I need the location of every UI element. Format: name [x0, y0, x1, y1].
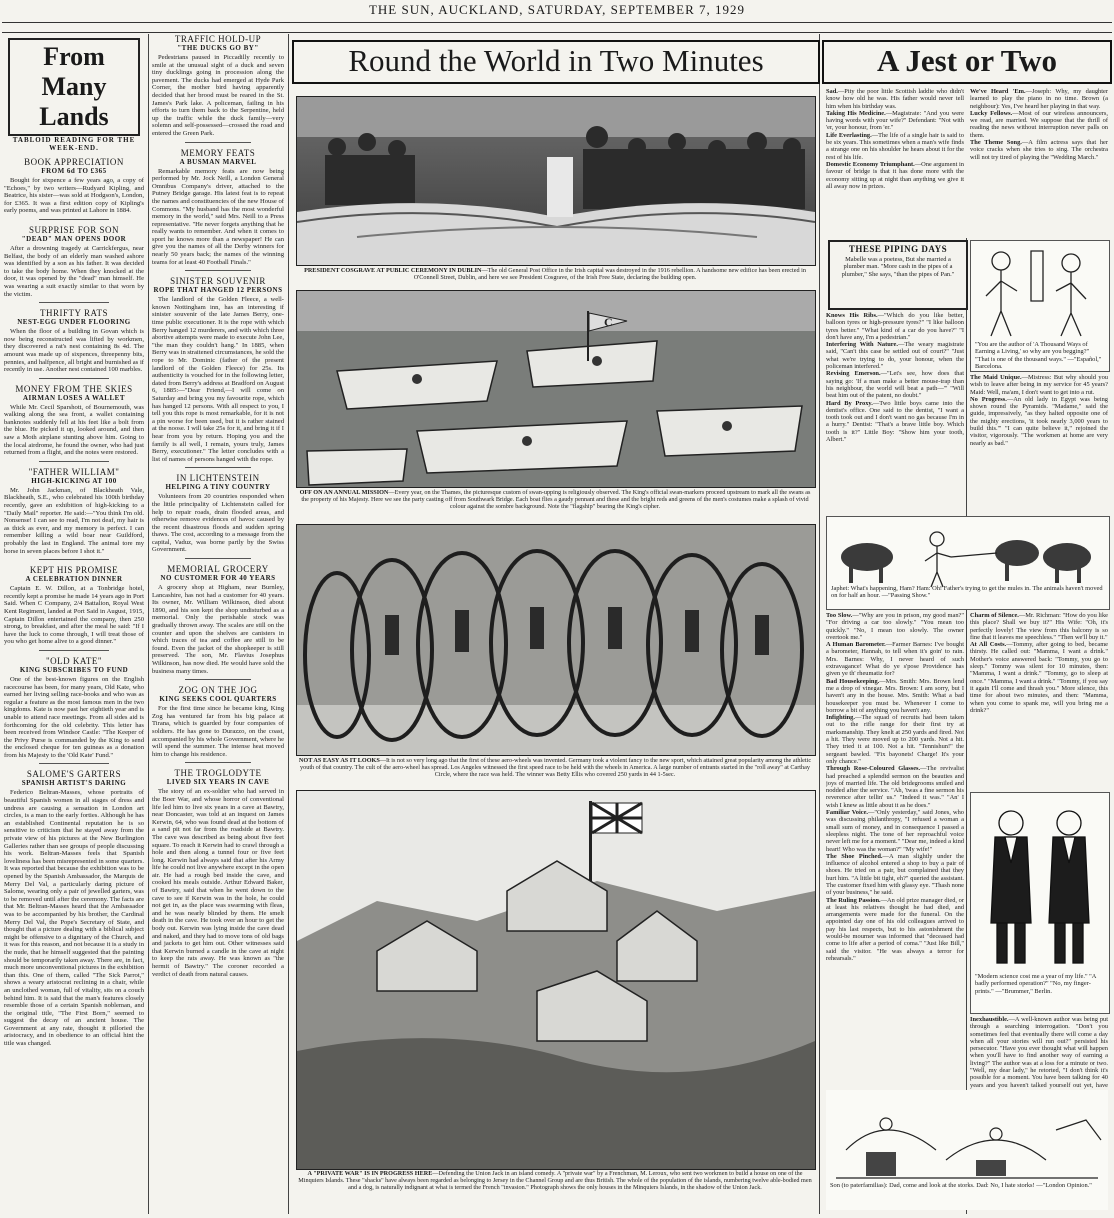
divider [39, 559, 109, 560]
article-body: While Mr. Cecil Sparshott, of Bournemouth, was walking along the sea front, a wallet containing banknotes suddenly fell at his feet like a bolt from the blue. He picked it up, looked around, and then saw a Moth airplane stunting above him. Going to the local airdrome, he found the owner, who had just returned from a flight, and the notes were restored. [4, 403, 144, 457]
svg-text:C: C [604, 315, 613, 329]
article-body: Federico Beltran-Masses, whose portraits of beautiful Spanish women in all stages of dress and undress are causing a sensation in London art circles, is a man to the early forties. Although he has an established Continental reputation he is so sensitive to criticism that he stayed away from the private view of his pictures at the New Burlington Galleries rather than see groups of people discussing his work. Beltran-Masses feels that Spanish loveliness has been misrepresented in some quarters. It was reported that because the exhibition was to be opened by the Spanish Ambassador, the Marquis de Merry Del Val, a particularly daring picture of Salome, wearing only a pair of jewelled garters, was to be removed until after the ceremony. The facts are that Mr. Beltran-Masses heard that the Ambassador was to be accompanied by his brother, the Cardinal Merry Del Val, the Pope's Secretary of State, and thought that a picture dealing with a biblical subject might be offensive to a dignitary of the Church, and it was for this reason, and not because it is a study in the nude, that he himself suggested that the painting should be temporarily taken away. There are, in fact, much more unconventional pictures in the exhibition than this. One of them, called "The Sick Parrot," shows a weary aristocrat reclining in a chair, while an unclothed woman, full of vitality, sits on a couch behind him. It is said that the man's features closely resemble those of a certain Spanish nobleman, and the original title, "The First Born," seemed to suggest the decay of an ancient house. The Government at any rate, thought it pilloried the aristocracy, and in obedience to an official hint the title was changed. [4, 789, 144, 1048]
article-subheading: A BUSMAN MARVEL [179, 157, 257, 166]
joke-item: Inexhaustible.—A well-known author was being put through a searching interrogation. "Don't you sometimes feel that eventually there will come a day when all your stories will run out?" persisted his persecutor. "Have you ever thought what will happen when you'll have to find another way of earning a living?" The author was at a loss for a minute or two. "Well, my dear lady," he retorted, "I don't think it's possible for a moment. You have been talking for 40 years and you haven't talked yourself out yet, have [970, 1016, 1108, 1089]
column-divider [966, 238, 967, 1214]
cartoon-caption: Son (to paterfamilias): Dad, come and look at the storks. Dad: No, I hate storks! —"London Opinion." [830, 1182, 1092, 1189]
joke-item: A Human Barometer.—Farmer Barnes: I've bought a barometer, Hannah, to tell when it's goin' to rain. Mrs. Barnes: Why, I never heard of such extravagance! What do ye s'pose Providence has given ye th' rheumatiz for? [826, 641, 964, 678]
article-subheading: "THE DUCKS GO BY" [177, 44, 259, 52]
cartoon-caption: Japhet: What's happening, Ham? Ham: Oh! Father's trying to get the mules in. The animals haven't moved on for half an hour. —"Passing Show." [831, 585, 1103, 600]
article-subheading: NEST-EGG UNDER FLOORING [17, 318, 131, 327]
column-divider [148, 34, 149, 1214]
joke-item: Familiar Voice.—"Only yesterday," said Jones, who was discussing philanthropy, "I refused a woman a small sum of money, and in consequence I passed a sleepless night. The tone of her reproachful voice never left me for a moment." "Dear me, indeed a kind heart! Who was the woman?" "My wife!" [826, 809, 964, 853]
section-subtitle: TABLOID READING FOR THE WEEK-END. [12, 136, 136, 152]
divider [185, 558, 251, 559]
joke-item: At All Costs.—Tommy, after going to bed, became thirsty. He called out: "Mamma, I want a drink." Mother's voice answered back: "Tommy, you go to sleep." Tommy was silent for 10 minutes, then: "Mamma, I want a drink." "Tommy, go to sleep at once." "Mamma, I want a drink." "Tommy, if you say it again I'll come and thrash you." More silence, this time for about two minutes, and then: "Mamma, when you come to spank me, will you bring me a drink?" [970, 641, 1108, 714]
joke-item: Too Slow.—"Why are you in prison, my good man?" "For driving a car too slowly." "You mean too quickly." "No, I mean too slowly. The owner overtook me." [826, 612, 964, 641]
column-divider [819, 34, 820, 1214]
divider [185, 270, 251, 271]
divider [39, 461, 109, 462]
photo-caption [296, 489, 814, 510]
article-body: Captain E. W. Dillon, at a Tonbridge hotel, recently kept a promise he made 14 years ago in Port Said. When C Company, 2/4 Battalion, Royal West Kent Regiment, landed at Port Said in August, 1915, Captain Dillon entertained the company, then 250 strong, to breakfast, and after the meal he said: "If I have the luck to come through, I will treat those of you who get home alive to a good dinner." [4, 585, 144, 646]
article-heading: KEPT HIS PROMISE [29, 565, 119, 576]
column-divider [288, 34, 289, 1214]
article-heading: TRAFFIC HOLD-UP [174, 34, 262, 44]
article-body: Pedestrians paused in Piccadilly recently to smile at the unusual sight of a duck and seven tiny ducklings going in procession along the pavement. The ducks had emerged at Hyde Park Corner, the mother bird having apparently decided that her brood must be reared in the St. James's Park lake. A policeman, failing in his efforts to turn them back to the Serpentine, held up the traffic while the duck family—very solemn and self-possessed—crossed the road and entered the Green Park. [152, 54, 284, 137]
jokes-block [970, 612, 1108, 788]
article-body: One of the best-known figures on the English racecourse has been, for many years, Old Kate, who earned her living selling race-books and who was as regular a feature as the most famous men in the two kingdoms. Kate is now past her eightieth year and is unable to attend race meetings. From all sides aid is forthcoming for the old celebrity. This letter has been received from Windsor Castle: "The Keeper of the Privy Purse is commanded by the King to send the enclosed cheque for ten guineas as a donation from his Majesty to the 'Old Kate' Fund." [4, 675, 144, 759]
photo-swan-upping [296, 290, 816, 488]
jokes-block [970, 88, 1108, 236]
article-heading: MONEY FROM THE SKIES [15, 383, 133, 394]
joke-item: Hard By Proxy.—Two little boys came into the dentist's office. One said to the dentist, "I want a tooth took out and I don't want no gas because I'm in a hurry." Dentist: "That's a brave little boy. Which tooth is it?" Little Boy: "Show him your tooth, Albert." [826, 399, 964, 444]
caption-heading: OFF ON AN ANNUAL MISSION [299, 489, 389, 496]
divider [39, 378, 109, 379]
jokes-block [970, 374, 1108, 482]
article-subheading: HELPING A TINY COUNTRY [165, 483, 271, 492]
article-body: Mr. John Jackman, of Blackheath Vale, Blackheath, S.E., who celebrated his 100th birthday recently, gave an exhibition of high-kicking to a "Daily Mail" reporter. He said:—"You think I'm old. Nonsense! I can see to read, I'm not deaf, my hair is as thick as ever, and my memory is perfect. I can remember killing a wild boar near Guildford, probably the last in England. The animal tore my horse in seven places before I shot it." [4, 486, 144, 555]
joke-item: Bad Housekeeping.—Mrs. Smith: Mrs. Brown lend me a drop of vinegar. Mrs. Brown: I am sorry, but I haven't any in the house. Mrs. Smith: What a bad housekeeper you must be. Whenever I come to borrow a bit of anything you haven't any. [826, 677, 964, 714]
article-heading: SALOME'S GARTERS [26, 769, 122, 780]
joke-item: Domestic Economy Triumphant.—One argument in favour of bridge is that it has done more with the economy sitting up at night than anything we give it all away now in prizes. [826, 160, 964, 190]
caption-heading: A "PRIVATE WAR" IS IN PROGRESS HERE [307, 1170, 433, 1177]
photo-caption [296, 267, 814, 281]
divider [185, 762, 251, 763]
center-title: Round the World in Two Minutes [292, 40, 820, 84]
divider [39, 219, 109, 220]
joke-item: The Ruling Passion.—An old prize manager died, or at least his relatives thought he had died, and arrangements were made for the funeral. On the appointed day one of his old colleagues arrived to pay his last respects, but to his astonishment the would-be mourner was informed that "deceased had come to life after a period of coma." "Just like Bill," said the visitor. "He was always a terror for rehearsals." [826, 896, 964, 962]
joke-item: The Shoe Pinched.—A man slightly under the influence of alcohol entered a shop to buy a pair of shoes. He tried on a pair, but complained that they hurt him. "A little bit tight, eh?" queried the assistant. The customer fixed him with glassy eye. "Thash none of your business," he said. [826, 852, 964, 897]
jokes-block [826, 88, 964, 236]
caption-text: —It is not so very long ago that the first of these aero-wheels was invented. Germany took a violent fancy to the new sport, which attained great popularity among the athletic youth of that country. The cult of the aero-wheel has spread. Los Angeles witnessed the first speed race to be held with the wheels in America. A large number of entrants started in the "roll away" at Carthay Circle, where the race was held. The winner was Betty Ellis who covered 250 yards in 44 1-5sec. [300, 757, 812, 778]
joke-item: No Progress.—An old lady in Egypt was being shown round the Pyramids. "Madame," said the guide, impressively, "as they halted opposite one of the mighty erections, 'it took nearly 3,000 years to build this.'" "I can quite believe it," rejoined the visitor, vigorously. "The workmen at home are very nearly as bad." [970, 395, 1108, 447]
article-body: The story of an ex-soldier who had served in the Boer War, and whose horror of conventional life led him to live six years in a cave at Bawtry, near Doncaster, was told at an inquest on James Kerwin, 64, who was found dead at the bottom of a sand pit not far from the roadside at Bawtry. The cave was described as being about five feet square. To reach it Kerwin had to crawl through a hole and then along a tunnel four or five feet long. Kerwin had always said that after his Army life he could not live anywhere except in the open air. He had a rough bed inside the cave, and cooked his meals outside. Arthur Edward Baker, of Bawtry, said that when he went down to the cave to see if Kerwin was in the hole, he could not get in, as the place was swarming with fleas, and he was nearly blinded by them. He smelt death in the cave. He took over an hour to get the body out. Kerwin was lying inside the cave dead and naked, and they had to move tons of old bags and jackets to get him out. Other witnesses said that Kerwin burned a candle in the cave at night to keep the rats away. He was known as "the hermit of Bawtry." The coroner recorded a verdict of death from natural causes. [152, 788, 284, 978]
section-title: From Many Lands [8, 38, 140, 136]
photo-aero-wheels [296, 524, 816, 756]
divider [39, 650, 109, 651]
fingerprints-cartoon [970, 792, 1110, 1014]
divider [185, 679, 251, 680]
masthead: THE SUN, AUCKLAND, SATURDAY, SEPTEMBER 7, 1929 [368, 2, 746, 17]
article-heading: SURPRISE FOR SON [28, 224, 120, 235]
article-body: When the floor of a building in Govan which is now being reconstructed was lifted by workmen, they discovered a rat's nest containing 8s 4d. The amount was made up of sixpences, threepenny bits, pennies, and halfpence, all bright and burnished as if recently in use. Another nest contained 100 marbles. [4, 328, 144, 374]
caption-heading: PRESIDENT COSGRAVE AT PUBLIC CEREMONY IN DUBLIN [304, 267, 482, 274]
joke-item: Knows His Ribs.—"Which do you like better, balloon tyres or high-pressure tyres?" "I like balloon tyres better." "What kind of a car do you have?" "I don't have any, I'm a pedestrian." [826, 312, 964, 341]
article-subheading: KING SUBSCRIBES TO FUND [19, 665, 129, 674]
article-body: A grocery shop at Higham, near Burnley, Lancashire, has not had a customer for 40 years. Its owner, Mr. William Wilkinson, died about 1890, and his son kept the shop undisturbed as a memorial. Only the perishable stock was gradually thrown away. The scales are still on the counter and upon the shelves are canisters in which traces of tea and coffee are still to be found. Even the jacket of the shopkeeper is still preserved. The son, Mr. Flavius Josephus Wilkinson, has now died. He would have sold the business many times. [152, 584, 284, 675]
caption-text: —Every year, on the Thames, the picturesque custom of swan-upping is religiously observed. The King's official swan-markers proceed upstream to mark all the swans as the property of his Majesty. Here we see the party casting off from Southwark Bridge. Each boat flies a gaudy pennant and these and the bright reds and greens of the men's costumes make a splash of vivid colour against the sombre background. Note the "flagship" bearing the King's cipher. [301, 489, 811, 510]
photo-caption [296, 757, 814, 778]
article-heading: MEMORIAL GROCERY [167, 564, 269, 575]
jest-title: A Jest or Two [822, 40, 1112, 84]
article-subheading: A CELEBRATION DINNER [25, 575, 123, 584]
article-subheading: KING SEEKS COOL QUARTERS [159, 695, 277, 704]
article-subheading: NO CUSTOMER FOR 40 YEARS [160, 574, 276, 583]
article-subheading: HIGH-KICKING AT 100 [31, 476, 117, 485]
article-subheading: ROPE THAT HANGED 12 PERSONS [153, 286, 283, 295]
joke-item: Through Rose-Coloured Glasses.—The revivalist had preached a splendid sermon on the beauties and joys of married life. The old bridegrooms smiled and nodded after the service. "Ah, 'twas a fine sermon his reverence after tellin' us." "Indeed it was." "An' I wish I knew as little about it as he does." [826, 765, 964, 809]
joke-item: Infighting.—The squad of recruits had been taken out to the rifle range for their first try at marksmanship. They knelt at 250 yards and fired. Not a hit. They were moved up to 200 yards. Not a hit. They tried it at 100. Not a hit. "Tennishun!" the sergeant bawled. "Fix bayonets! Charge! It's your only chance." [826, 714, 964, 765]
from-many-lands-column [4, 34, 144, 1214]
article-heading: THRIFTY RATS [40, 308, 108, 319]
photo-dublin-ceremony [296, 96, 816, 266]
joke-item: Life Everlasting.—The life of a single hair is said to be six years. This sometimes when a man's wife finds a strange one on his shoulder he hears about it for the rest of his life. [826, 131, 964, 161]
photo-caption [296, 1170, 814, 1191]
article-subheading: FROM 6d TO £365 [41, 167, 107, 175]
article-heading: MEMORY FEATS [180, 147, 256, 158]
caption-text: —The old General Post Office in the Irish capital was destroyed in the 1916 rebellion. A handsome new edifice has been erected in O'Connell Street, Dublin, and here we see President Cosgrave, of the Irish Free State, declaring the building open. [413, 267, 806, 281]
joke-item: The Maid Unique.—Mistress: But why should you wish to leave after being in my service for 45 years? Maid: Well, ma'am, I don't want to get into a rut. [970, 374, 1108, 396]
article-heading: SINISTER SOUVENIR [170, 276, 266, 287]
article-heading: "OLD KATE" [45, 655, 103, 666]
joke-item: Interfering With Nature.—The weary magistrate said, "Can't this case be settled out of court?" "Just what we're trying to do, your honour, when the policeman interfered." [826, 341, 964, 371]
article-heading: BOOK APPRECIATION [24, 157, 124, 167]
article-body: For the first time since he became king, King Zog has ventured far from his big palace at Tirana, which is guarded by four companies of soldiers. He has gone to Durazzo, on the coast, accompanied by his whole Government, where he will spend the summer. The intense heat moved him to change his residence. [152, 705, 284, 758]
article-heading: IN LICHTENSTEIN [176, 473, 260, 484]
joke-item: Lucky Fellows.—Most of our wireless announcers, we read, are married. We suppose that the thrill of reading the news without interruption never palls on them. [970, 109, 1108, 139]
photo-minquiers-islands [296, 790, 816, 1170]
article-body: Bought for sixpence a few years ago, a copy of "Echoes," by two writers—Rudyard Kipling, and Beatrice, his sister—was sold at Hodgson's, London, for £365. It was a first edition copy of Kipling's early poems, and was printed at Lahore in 1884. [4, 177, 144, 215]
divider [39, 763, 109, 764]
masthead-rule [2, 22, 1112, 23]
top-rule [2, 32, 1112, 33]
joke-item: Revising Emerson.—"Let's see, how does that saying go: 'If a man make a better mouse-trap than his neighbour, the world will beat a path—'" "Will beat him out of the patent, no doubt." [826, 370, 964, 400]
article-body: The landlord of the Golden Fleece, a well-known Nottingham inn, has an interesting if sinister souvenir of the late James Berry, one-time public executioner. It is the rope with which Berry hanged 12 murderers, and with which three abortive attempts were made to execute John Lee, "the man they couldn't hang." In 1885, when Berry was in straitened circumstances, he sold the rope to Mr. Dominic (father of the present landlord of the Golden Fleece) for 25s. Its authenticity is vouched for in the following letter, dated from Berry's address at Bradford on August 6, 1885:—"Dear Friend,—I will come on Saturday and bring you my favourite rope, which has hanged 12 persons. With all respect to you, I tell you this rope is most remarkable, for it is not a pin worse for been used, but it is rather stained at the noose. I will take 25s for it, and bring it if I hear from you by return. Hoping you and the family is all well, I remain, yours truly, James Berry, executioner." The letter concludes with a list of names of persons hanged with the rope. [152, 296, 284, 463]
article-heading: ZOG ON THE JOG [178, 685, 258, 696]
joke-item: Sad.—Pity the poor little Scottish laddie who didn't know how old he was. His father would never tell him when his birthday was. [826, 88, 964, 110]
jokes-block [826, 312, 964, 512]
joke-item: The Theme Song.—A film actress says that her voice cracks when she tries to sing. The orchestra will not try tired of playing the "Wedding March." [970, 139, 1108, 161]
article-subheading: SPANISH ARTIST'S DARING [21, 779, 127, 788]
article-body: Volunteers from 20 countries responded when the little principality of Lichtenstein called for help to repair roads, drain flooded areas, and otherwise remove evidences of havoc caused by the recent disastrous floods and sudden spring thaws. The cost, according to a message from the capital, Vaduz, was borne partly by the Swiss Government. [152, 493, 284, 554]
cartoon-caption: "Modern science cost me a year of my life." "A badly performed operation?" "No, my finger-prints." —"Brummer," Berlin. [975, 973, 1097, 995]
article-body: Remarkable memory feats are now being performed by Mr. Jock Neill, a London General Omnibus Company's driver, attached to the Putney Bridge garage. His latest feat is to repeat the names and constituencies of the new House of Commons. "My husband has the most wonderful memory in the world," said Mrs. Neill to a Press representative. "He never forgets anything that he really wants to remember. And when it comes to sport he knows more than a newspaper! He can give you the names of all the Derby winners for nearly 50 years back; the names of the winning teams for at least 40 Football Finals." [152, 167, 284, 266]
storks-cartoon [826, 1090, 1108, 1210]
joke-item: Charm of Silence.—Mr. Richman: "How do you like this place? Shall we buy it?" His Wife: "Oh, it's perfectly lovely! The view from this balcony is so fine that it leaves me speechless." "Then we'll buy it." [970, 612, 1108, 641]
piping-verse: Mabelle was a poetess, But she married a plumber man. "More cash in the pipes of a plumber," She says, "than the pipes of Pan." [841, 256, 955, 278]
article-heading: THE TROGLODYTE [174, 768, 262, 779]
article-subheading: LIVED SIX YEARS IN CAVE [166, 778, 270, 787]
divider [185, 142, 251, 143]
ark-cartoon [826, 516, 1110, 610]
article-subheading: "DEAD" MAN OPENS DOOR [21, 234, 127, 243]
piping-days-box [828, 240, 968, 310]
article-subheading: AIRMAN LOSES A WALLET [23, 393, 125, 402]
cartoon-caption: "You are the author of 'A Thousand Ways of Earning a Living,' so why are you begging?" "That is one of the thousand ways." —"Español," Barcelona. [975, 341, 1102, 371]
piping-heading: THESE PIPING DAYS [848, 244, 948, 254]
article-heading: "FATHER WILLIAM" [28, 466, 120, 477]
beggar-cartoon [970, 240, 1110, 372]
jokes-block [826, 612, 964, 1172]
divider [185, 467, 251, 468]
joke-item: We've Heard 'Em.—Joseph: Why, my daughter learned to play the piano in no time. Brown (a neighbour): Yes, I've heard her playing in that way. [970, 88, 1108, 110]
article-body: After a drowning tragedy at Carrickfergus, near Belfast, the body of an elderly man washed ashore was identified by a son as his father. It was decided to take the body home. When they knocked at the door, it was opened by the "dead" man himself. He was wearing a suit exactly similar to that worn by the victim. [4, 244, 144, 298]
joke-item: Taking His Medicine.—Magistrate: "And you were having words with your wife?" Defendant: "Not with 'er, your honour, from 'er." [826, 109, 964, 132]
caption-text: —Defending the Union Jack in an island comedy. A "private war" by a Frenchman, M. Leroux, who sent two workmen to build a house on one of the Minquiers Islands. These "shacks" have always been regarded as belonging to Jersey in the Channel Group and are thus British. The whole of the population of the islands, numbering twelve able-bodied men and a dog, is naturally indignant at what is termed the French "invasion." Photograph shows the only houses in the Minquiers Islands, in the shadow of the Union Jack. [298, 1170, 812, 1191]
second-column [152, 34, 284, 1214]
caption-heading: NOT AS EASY AS IT LOOKS [298, 757, 380, 764]
divider [39, 302, 109, 303]
